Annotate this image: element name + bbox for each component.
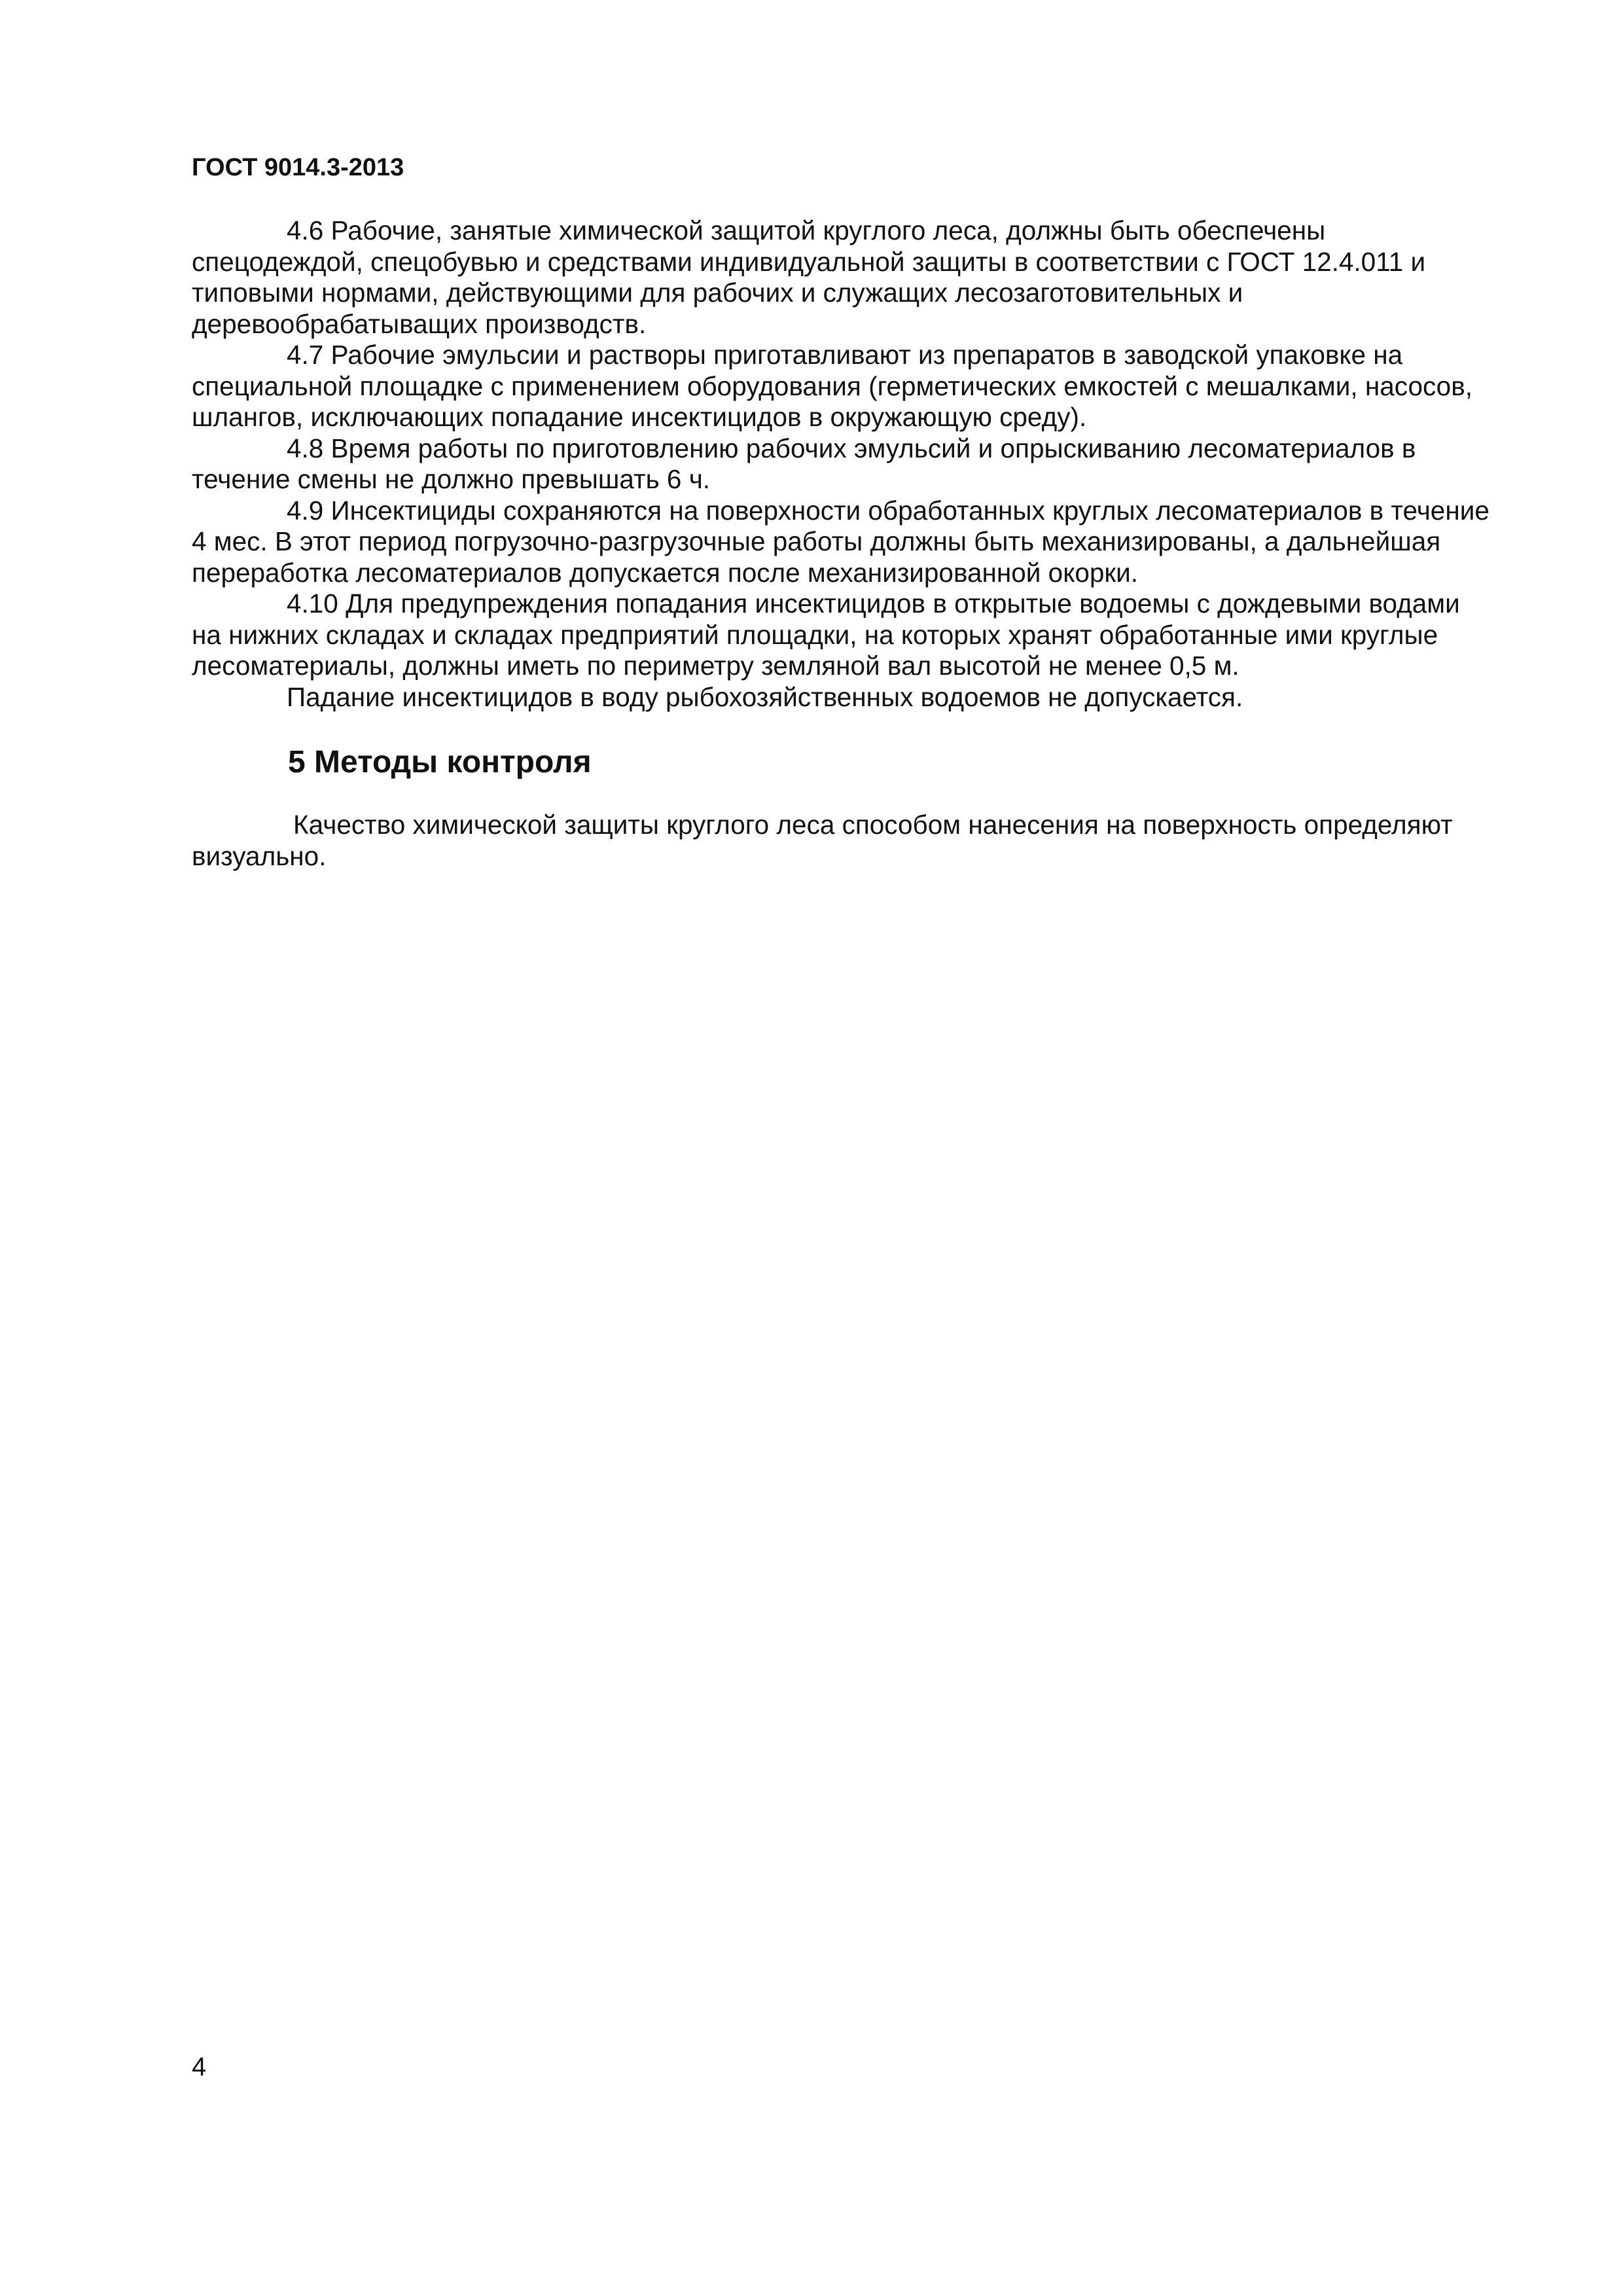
document-code-header: ГОСТ 9014.3-2013 — [192, 154, 404, 181]
paragraph-4-10-note: Падание инсектицидов в воду рыбохозяйственных водоемов не допускается. — [287, 681, 1243, 712]
section-5-paragraph: Качество химической защиты круглого леса способом нанесения на поверхность определяют визуально. — [192, 810, 1453, 871]
page-number: 4 — [192, 2053, 207, 2081]
section-5-body — [192, 810, 1501, 872]
paragraph-4-10: 4.10 Для предупреждения попадания инсектицидов в открытые водоемы с дождевыми водами на нижних складах и складах предприятий площадки, на которых хранят обработанные ими круглые лесоматериалы, должны иметь по периметру земляной вал высотой не менее 0,5 м. — [192, 588, 1460, 681]
paragraph-4-6: 4.6 Рабочие, занятые химической защитой круглого леса, должны быть обеспечены спецодеждой, спецобувью и средствами индивидуальной защиты в соответствии с ГОСТ 12.4.011 и типовыми нормами, действующими для рабочих и служащих лесозаготовительных и деревообрабатыващих производств. — [192, 215, 1426, 339]
section-4-body — [192, 215, 1494, 713]
paragraph-4-7: 4.7 Рабочие эмульсии и растворы приготавливают из препаратов в заводской упаковке на специальной площадке с применением оборудования (герметических емкостей с мешалками, насосов, шлангов, исключающих попадание инсектицидов в окружающую среду). — [192, 340, 1472, 432]
paragraph-4-9: 4.9 Инсектициды сохраняются на поверхности обработанных круглых лесоматериалов в течение 4 мес. В этот период погрузочно-разгрузочные работы должны быть механизированы, а дальнейшая переработка лесоматериалов допускается после механизированной окорки. — [192, 495, 1489, 588]
section-5-heading: 5 Методы контроля — [288, 745, 592, 780]
paragraph-4-8: 4.8 Время работы по приготовлению рабочих эмульсий и опрыскиванию лесоматериалов в течение смены не должно превышать 6 ч. — [192, 433, 1416, 494]
